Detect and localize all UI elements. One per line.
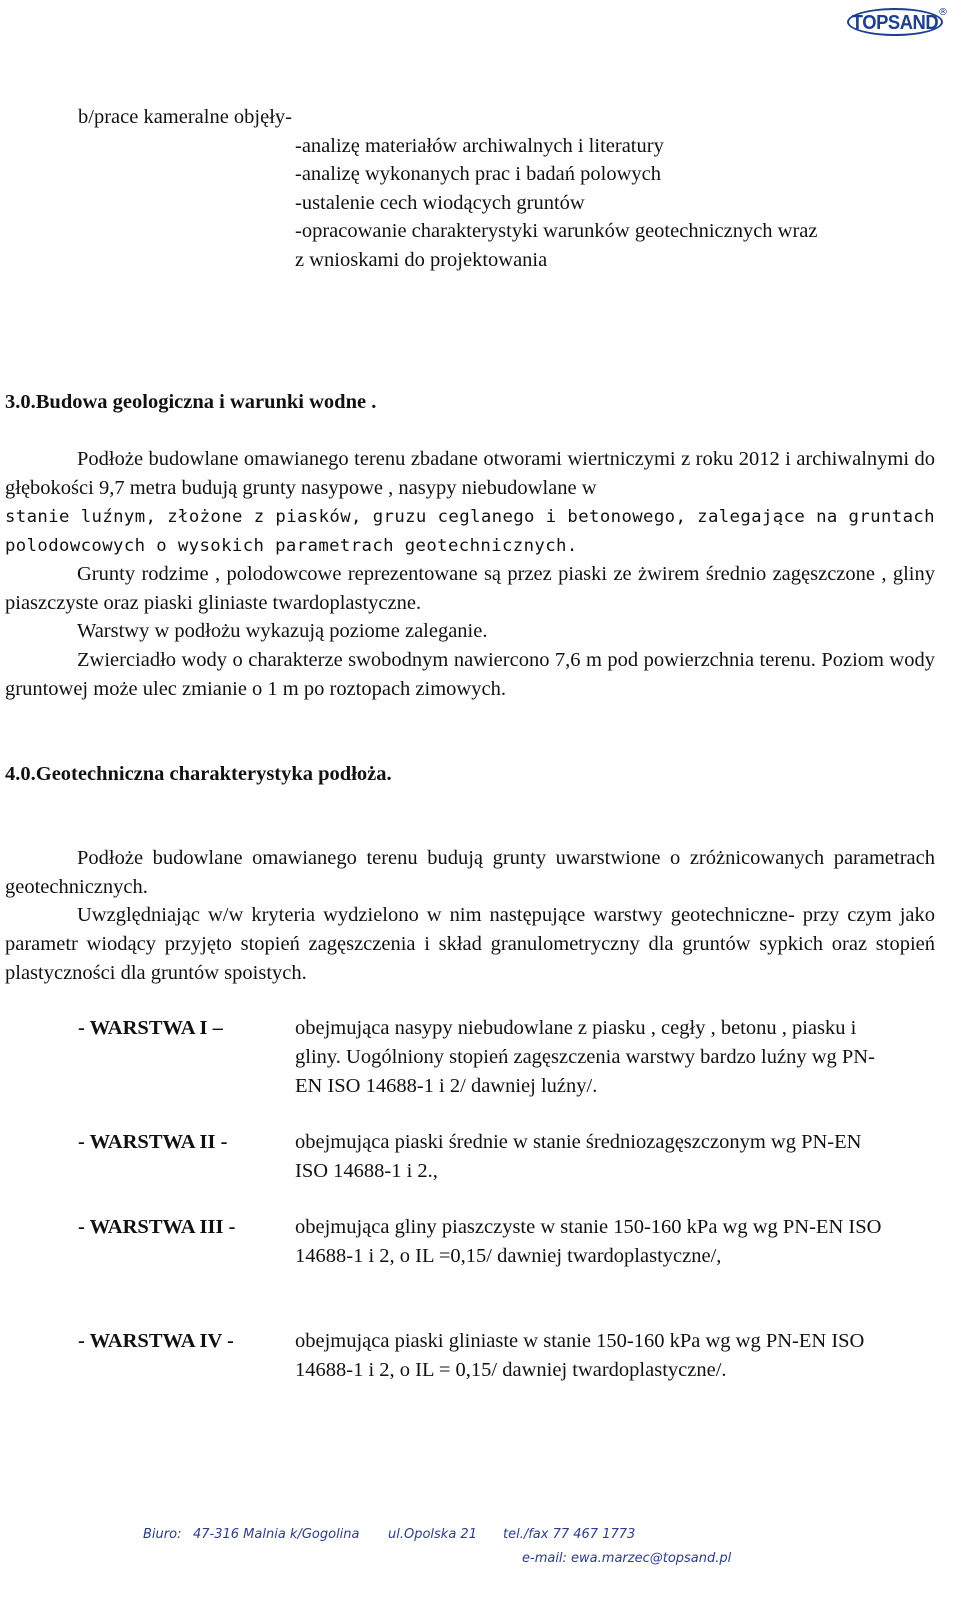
layer-3-label: - WARSTWA III - xyxy=(78,1216,236,1238)
layer-1-label: - WARSTWA I – xyxy=(78,1017,223,1039)
section-b-item: -opracowanie charakterystyki warunków geotechnicznych wraz xyxy=(295,220,818,242)
footer-phone: tel./fax 77 467 1773 xyxy=(503,1527,636,1542)
section-b-item: z wnioskami do projektowania xyxy=(295,249,548,271)
registered-mark: ® xyxy=(938,7,948,18)
layer-4-description: obejmująca piaski gliniaste w stanie 150-160 kPa wg wg PN-EN ISO 14688-1 i 2, o IL = 0,15/ dawniej twardoplastyczne/. xyxy=(295,1330,865,1381)
section-3-paragraph-cont: stanie luźnym, złożone z piasków, gruzu ceglanego i betonowego, zalegające na gruntach polodowcowych o wysokich parametrach geotechnicznych. xyxy=(5,507,935,556)
section-b-item: -analizę materiałów archiwalnych i literatury xyxy=(295,135,664,157)
layer-1-description: obejmująca nasypy niebudowlane z piasku , cegły , betonu , piasku i gliny. Uogólniony stopień zagęszczenia warstwy bardzo luźny wg PN-EN ISO 14688-1 i 2/ dawniej luźny/. xyxy=(295,1017,875,1097)
layer-2-label: - WARSTWA II - xyxy=(78,1131,228,1153)
footer-street: ul.Opolska 21 xyxy=(388,1527,477,1542)
footer-office: Biuro: xyxy=(143,1527,182,1542)
footer-email: e-mail: ewa.marzec@topsand.pl xyxy=(522,1551,732,1566)
section-4-paragraph: Podłoże budowlane omawianego terenu budują grunty uwarstwione o zróżnicowanych parametrach geotechnicznych. xyxy=(5,847,935,898)
layer-3-description: obejmująca gliny piaszczyste w stanie 150-160 kPa wg wg PN-EN ISO 14688-1 i 2, o IL =0,15/ dawniej twardoplastyczne/, xyxy=(295,1216,882,1267)
section-b-title: b/prace kameralne objęły- xyxy=(78,106,292,128)
layer-4-label: - WARSTWA IV - xyxy=(78,1330,234,1352)
section-3-paragraph: Podłoże budowlane omawianego terenu zbadane otworami wiertniczymi z roku 2012 i archiwalnymi do głębokości 9,7 metra budują grunty nasypowe , nasypy niebudowlane w xyxy=(5,448,935,499)
section-b-item: -ustalenie cech wiodących gruntów xyxy=(295,192,585,214)
section-3-paragraph: Zwierciadło wody o charakterze swobodnym nawiercono 7,6 m pod powierzchnia terenu. Poziom wody gruntowej może ulec zmianie o 1 m po roztopach zimowych. xyxy=(5,649,935,700)
section-4-paragraph: Uwzględniając w/w kryteria wydzielono w nim następujące warstwy geotechniczne- przy czym jako parametr wiodący przyjęto stopień zagęszczenia i skład granulometryczny dla gruntów sypkich oraz stopień plastyczności dla gruntów spoistych. xyxy=(5,904,935,984)
logo-text: TOPSAND xyxy=(851,12,939,34)
topsand-logo xyxy=(845,2,950,38)
footer-address: 47-316 Malnia k/Gogolina xyxy=(193,1527,360,1542)
layer-2-description: obejmująca piaski średnie w stanie średniozagęszczonym wg PN-EN ISO 14688-1 i 2., xyxy=(295,1131,862,1182)
section-4-heading: 4.0.Geotechniczna charakterystyka podłoża. xyxy=(5,763,392,785)
section-3-paragraph: Warstwy w podłożu wykazują poziome zaleganie. xyxy=(77,620,488,642)
section-3-heading: 3.0.Budowa geologiczna i warunki wodne . xyxy=(5,391,377,413)
section-b-item: -analizę wykonanych prac i badań polowych xyxy=(295,163,662,185)
section-3-paragraph: Grunty rodzime , polodowcowe reprezentowane są przez piaski ze żwirem średnio zagęszczone , gliny piaszczyste oraz piaski gliniaste twardoplastyczne. xyxy=(5,563,935,614)
